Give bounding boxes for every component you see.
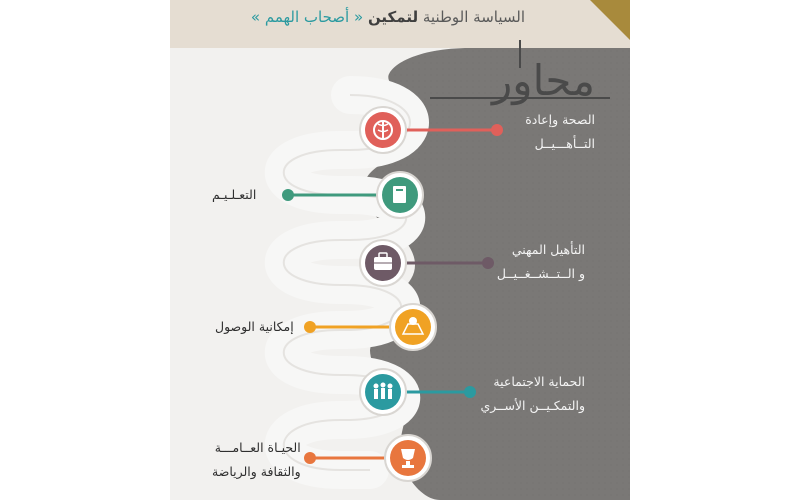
item-label-public-life: الحيـاة العــامـــة والثقافة والرياضة bbox=[212, 440, 301, 479]
item-label-health: الصحة وإعادة التــأهـــيــل bbox=[525, 112, 595, 151]
family-icon bbox=[374, 383, 393, 400]
item-label-social-protection: الحماية الاجتماعية والتمكـيــن الأســري bbox=[480, 374, 585, 413]
book-icon bbox=[393, 186, 406, 203]
infographic-poster bbox=[170, 0, 630, 500]
poster-title: السياسة الوطنية لتمكين « أصحاب الهمم » bbox=[250, 8, 525, 26]
heading-axes: محاور bbox=[492, 56, 595, 105]
item-label-education: التعـلـيـم bbox=[212, 187, 257, 202]
item-label-employment: التأهيل المهني و الــتــشــغــيــل bbox=[496, 242, 585, 281]
item-label-accessibility: إمكانية الوصول bbox=[215, 319, 294, 334]
